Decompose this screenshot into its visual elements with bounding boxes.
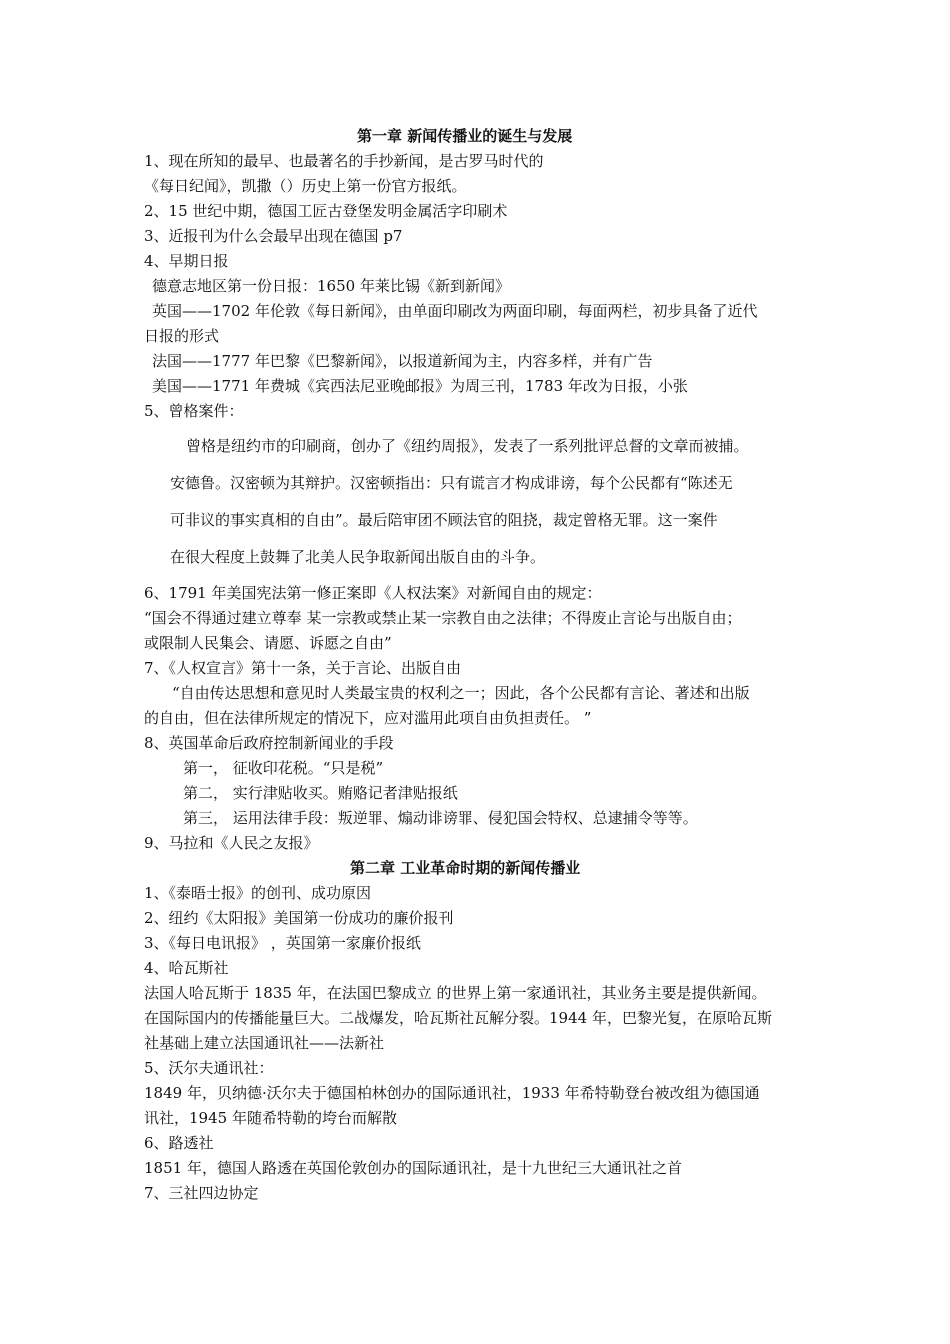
ch1-line-17: “国会不得通过建立尊奉 某一宗教或禁止某一宗教自由之法律；不得废止言论与出版自由； [144, 609, 742, 627]
ch2-line-12: 1851 年，德国人路透在英国伦敦创办的国际通讯社，是十九世纪三大通讯社之首 [144, 1159, 682, 1177]
ch2-line-3: 3、《每日电讯报》 ，英国第一家廉价报纸 [144, 934, 421, 952]
ch2-line-9: 1849 年，贝纳德·沃尔夫于德国柏林创办的国际通讯社，1933 年希特勒登台被改组为德国通 [144, 1084, 760, 1102]
zenger-para-1: 曾格是纽约市的印刷商，创办了《纽约周报》，发表了一系列批评总督的文章而被捕。 [186, 437, 749, 455]
ch1-line-21: 的自由，但在法律所规定的情况下，应对滥用此项自由负担责任。 ” [144, 709, 592, 727]
ch1-line-23: 第一， 征收印花税。“只是税” [183, 759, 384, 777]
ch1-line-7: 英国——1702 年伦敦《每日新闻》，由单面印刷改为两面印刷，每面两栏，初步具备了近代 [152, 302, 758, 320]
ch1-line-20: “自由传达思想和意见时人类最宝贵的权利之一；因此，各个公民都有言论、著述和出版 [172, 684, 750, 702]
ch1-line-9: 法国——1777 年巴黎《巴黎新闻》，以报道新闻为主，内容多样，并有广告 [152, 352, 653, 370]
zenger-para-2: 安德鲁。汉密顿为其辩护。汉密顿指出：只有谎言才构成诽谤，每个公民都有“陈述无 [170, 474, 733, 492]
ch2-line-1: 1、《泰晤士报》的创刊、成功原因 [144, 884, 372, 902]
chapter1-title: 第一章 新闻传播业的诞生与发展 [357, 127, 573, 145]
ch1-line-26: 9、马拉和《人民之友报》 [144, 834, 319, 852]
chapter2-title: 第二章 工业革命时期的新闻传播业 [350, 859, 581, 877]
ch1-line-19: 7、《人权宣言》第十一条，关于言论、出版自由 [144, 659, 462, 677]
ch2-line-7: 社基础上建立法国通讯社——法新社 [144, 1034, 385, 1052]
ch1-line-24: 第二， 实行津贴收买。贿赂记者津贴报纸 [183, 784, 458, 802]
zenger-para-4: 在很大程度上鼓舞了北美人民争取新闻出版自由的斗争。 [170, 548, 546, 566]
ch1-line-5: 4、早期日报 [144, 252, 229, 270]
ch1-line-16: 6、1791 年美国宪法第一修正案即《人权法案》对新闻自由的规定： [144, 584, 602, 602]
ch1-line-4: 3、近报刊为什么会最早出现在德国 p7 [144, 227, 403, 245]
ch1-line-10: 美国——1771 年费城《宾西法尼亚晚邮报》为周三刊，1783 年改为日报，小张 [152, 377, 688, 395]
ch1-line-25: 第三， 运用法律手段：叛逆罪、煽动诽谤罪、侵犯国会特权、总逮捕令等等。 [183, 809, 698, 827]
ch1-line-8: 日报的形式 [144, 327, 220, 345]
ch1-line-3: 2、15 世纪中期，德国工匠古登堡发明金属活字印刷术 [144, 202, 508, 220]
ch2-line-10: 讯社，1945 年随希特勒的垮台而解散 [144, 1109, 397, 1127]
ch2-line-5: 法国人哈瓦斯于 1835 年，在法国巴黎成立 的世界上第一家通讯社，其业务主要是提供新闻。 [144, 984, 767, 1002]
ch1-line-11: 5、曾格案件： [144, 402, 244, 420]
zenger-para-3: 可非议的事实真相的自由”。最后陪审团不顾法官的阻挠，裁定曾格无罪。这一案件 [170, 511, 718, 529]
ch1-line-1: 1、现在所知的最早、也最著名的手抄新闻，是古罗马时代的 [144, 152, 544, 170]
ch1-line-18: 或限制人民集会、请愿、诉愿之自由” [144, 634, 392, 652]
ch2-line-8: 5、沃尔夫通讯社： [144, 1059, 274, 1077]
ch2-line-6: 在国际国内的传播能量巨大。二战爆发，哈瓦斯社瓦解分裂。1944 年，巴黎光复，在原哈瓦斯 [144, 1009, 772, 1027]
ch2-line-13: 7、三社四边协定 [144, 1184, 259, 1202]
ch1-line-22: 8、英国革命后政府控制新闻业的手段 [144, 734, 394, 752]
ch2-line-11: 6、路透社 [144, 1134, 214, 1152]
ch1-line-6: 德意志地区第一份日报：1650 年莱比锡《新到新闻》 [152, 277, 510, 295]
ch1-line-2: 《每日纪闻》，凯撒（）历史上第一份官方报纸。 [144, 177, 467, 195]
ch2-line-2: 2、纽约《太阳报》美国第一份成功的廉价报刊 [144, 909, 454, 927]
ch2-line-4: 4、哈瓦斯社 [144, 959, 229, 977]
